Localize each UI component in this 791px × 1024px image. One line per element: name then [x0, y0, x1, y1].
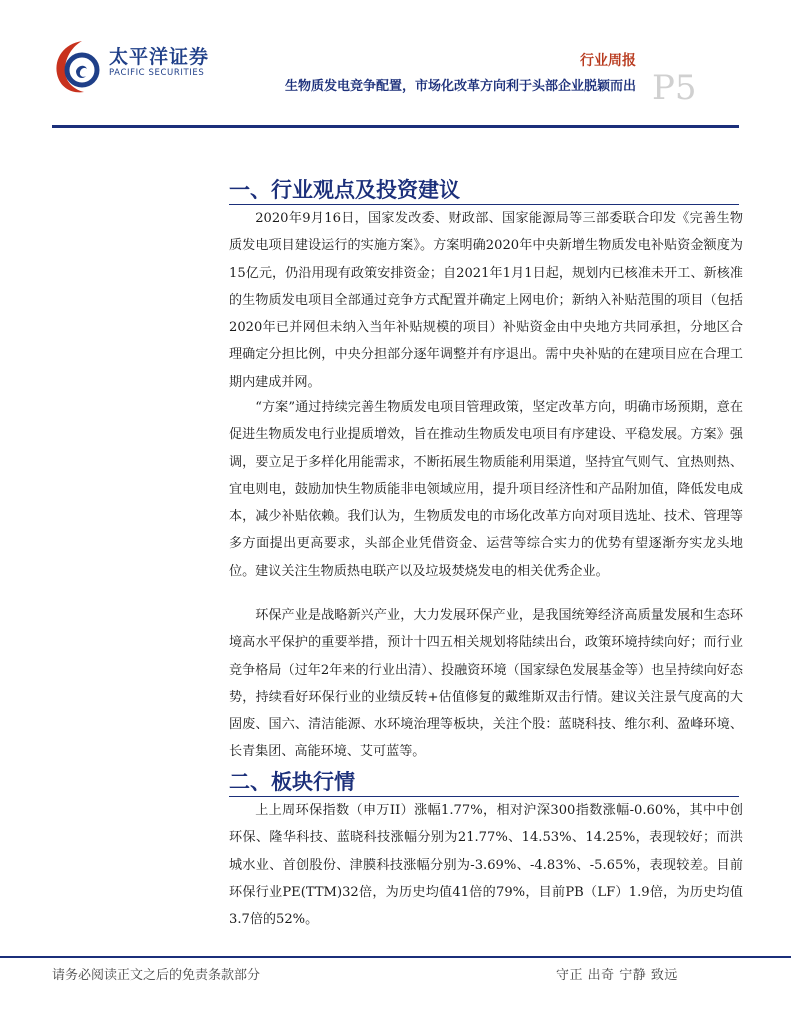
body-paragraph: 2020年9月16日，国家发改委、财政部、国家能源局等三部委联合印发《完善生物质发电项目建设运行的实施方案》。方案明确2020年中央新增生物质发电补贴资金额度为15亿元，仍沿用现有政策安排资金；自2021年1月1日起，规划内已核准未开工、新核准的生物质发电项目全部通过竞争方式配置并确定上网电价；新纳入补贴范围的项目（包括2020年已并网但未纳入当年补贴规模的项目）补贴资金由中央地方共同承担，分地区合理确定分担比例，中央分担部分逐年调整并有序退出。需中央补贴的在建项目应在合理工期内建成并网。	[229, 211, 743, 390]
footer-disclaimer: 请务必阅读正文之后的免责条款部分	[52, 968, 261, 983]
footer-divider	[0, 956, 791, 958]
logo-english-name: PACIFIC SECURITIES	[109, 68, 205, 78]
company-logo	[52, 38, 212, 96]
pacific-securities-emblem-icon	[52, 38, 104, 96]
report-type-label: 行业周报	[580, 53, 636, 69]
section-title-sector-market: 二、板块行情	[229, 770, 355, 794]
page-number: P5	[652, 68, 697, 108]
body-paragraph: 上上周环保指数（申万II）涨幅1.77%，相对沪深300指数涨幅-0.60%，其中中创环保、隆华科技、蓝晓科技涨幅分别为21.77%、14.53%、14.25%，表现较好；而洪城水业、首创股份、津膜科技涨幅分别为-3.69%、-4.83%、-5.65%，表现较差。目前环保行业PE(TTM)32倍，为历史均值41倍的79%，目前PB（LF）1.9倍，为历史均值3.7倍的52%。	[229, 803, 743, 928]
footer-motto: 守正 出奇 宁静 致远	[556, 968, 678, 983]
report-title: 生物质发电竞争配置，市场化改革方向利于头部企业脱颖而出	[284, 79, 636, 94]
body-paragraph: “方案”通过持续完善生物质发电项目管理政策，坚定改革方向，明确市场预期，意在促进生物质发电行业提质增效，旨在推动生物质发电项目有序建设、平稳发展。方案》强调，要立足于多样化用能需求，不断拓展生物质能利用渠道，坚持宜气则气、宜热则热、宜电则电，鼓励加快生物质能非电领域应用，提升项目经济性和产品附加值，降低发电成本，减少补贴依赖。我们认为，生物质发电的市场化改革方向对项目选址、技术、管理等多方面提出更高要求，头部企业凭借资金、运营等综合实力的优势有望逐渐夯实龙头地位。建议关注生物质热电联产以及垃圾焚烧发电的相关优秀企业。	[229, 400, 743, 579]
header-divider	[52, 125, 739, 128]
section-title-industry-view: 一、行业观点及投资建议	[229, 178, 460, 202]
body-paragraph: 环保产业是战略新兴产业，大力发展环保产业，是我国统筹经济高质量发展和生态环境高水平保护的重要举措，预计十四五相关规划将陆续出台，政策环境持续向好；而行业竞争格局（过年2年来的行业出清）、投融资环境（国家绿色发展基金等）也呈持续向好态势，持续看好环保行业的业绩反转+估值修复的戴维斯双击行情。建议关注景气度高的大固废、国六、清洁能源、水环境治理等板块，关注个股：蓝晓科技、维尔利、盈峰环境、长青集团、高能环境、艾可蓝等。	[229, 608, 743, 760]
logo-chinese-name: 太平洋证券	[109, 46, 210, 68]
